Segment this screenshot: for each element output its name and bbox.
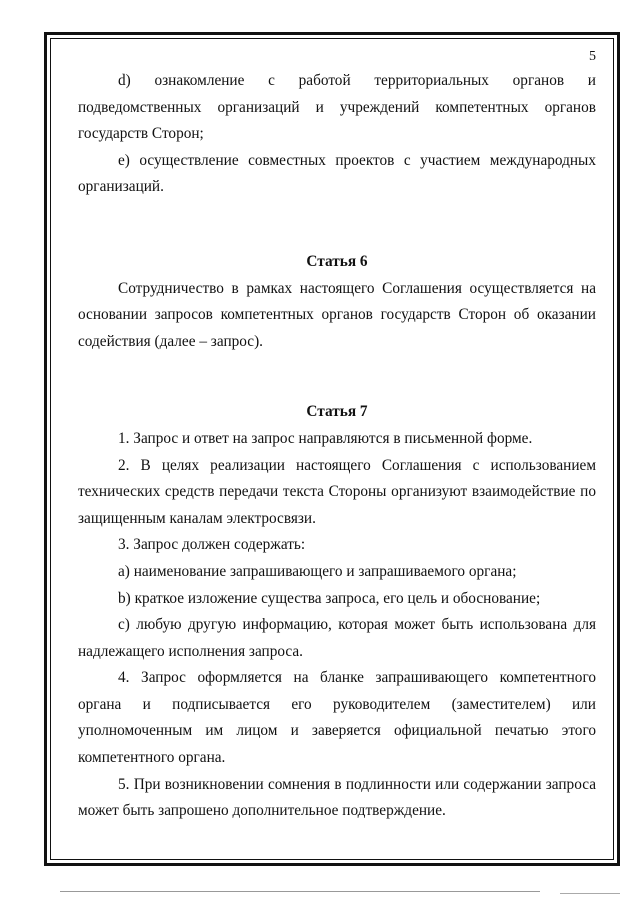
paragraph: 5. При возникновении сомнения в подлинности или содержании запроса может быть запрошено дополнительное подтверждение. bbox=[78, 775, 596, 820]
document-body bbox=[78, 44, 596, 825]
article-6-heading: Статья 6 bbox=[306, 252, 368, 270]
paragraph: c) любую другую информацию, которая может быть использована для надлежащего исполнения запроса. bbox=[78, 616, 596, 660]
paragraph: 4. Запрос оформляется на бланке запрашивающего компетентного органа и подписывается его руководителем (заместителем) или уполномоченным им лицом и заверяется официальной печатью этого компетентного органа. bbox=[78, 669, 596, 767]
article-7-heading: Статья 7 bbox=[306, 403, 368, 421]
paragraph: Сотрудничество в рамках настоящего Соглашения осуществляется на основании запросов компетентных органов государств Сторон об оказании содействия (далее – запрос). bbox=[78, 279, 596, 350]
paragraph: 1. Запрос и ответ на запрос направляются в письменной форме. bbox=[118, 429, 533, 447]
list-continuation bbox=[78, 44, 596, 201]
paragraph: a) наименование запрашивающего и запрашиваемого органа; bbox=[118, 562, 517, 580]
paragraph: 2. В целях реализации настоящего Соглашения с использованием технических средств передачи текста Стороны организуют взаимодействие по защищенным каналам электросвязи. bbox=[78, 456, 596, 527]
paragraph: b) краткое изложение существа запроса, его цель и обоснование; bbox=[118, 589, 541, 607]
paragraph: 3. Запрос должен содержать: bbox=[118, 536, 306, 554]
page-number: 5 bbox=[589, 49, 596, 64]
scan-edge-line bbox=[560, 893, 620, 894]
paragraph: e) осуществление совместных проектов с участием международных организаций. bbox=[78, 151, 596, 196]
scan-edge-line bbox=[60, 891, 540, 892]
paragraph: d) ознакомление с работой территориальных органов и подведомственных организаций и учреждений компетентных органов государств Сторон; bbox=[78, 72, 596, 143]
